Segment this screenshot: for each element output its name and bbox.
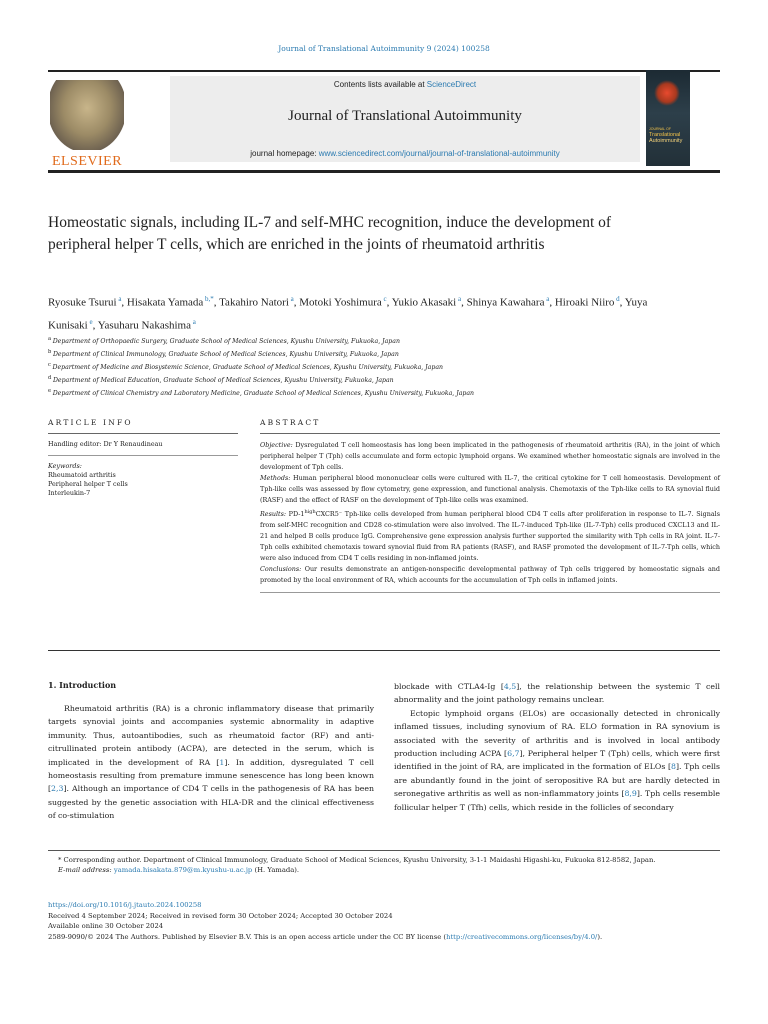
homepage-label: journal homepage: xyxy=(250,149,319,158)
handling-editor: Handling editor: Dr Y Renaudineau xyxy=(48,440,238,456)
affiliation-item xyxy=(48,360,688,373)
author-affiliation-marker[interactable]: d xyxy=(614,295,620,303)
paragraph-text: Ectopic lymphoid organs (ELOs) are occasionally detected in chronically inflamed tissues, including synovium of RA. ELO formation in RA synovium is associated with the severity of arthritis and is involved in local antibody production including ACPA [ xyxy=(394,708,720,759)
author-name[interactable]: Motoki Yoshimura xyxy=(299,296,382,309)
license-end: ). xyxy=(597,932,603,941)
cover-text xyxy=(649,126,682,144)
paragraph-text: ]. Tph cells are abundantly found in the joint of seropositive RA but are hardly detected in seronegative arthritis as well as non-inflammatory joints [ xyxy=(394,762,720,799)
article-info-heading: ARTICLE INFO xyxy=(48,418,238,434)
email-link[interactable]: yamada.hisakata.879@m.kyushu-u.ac.jp xyxy=(113,866,253,874)
elsevier-tree-icon xyxy=(50,80,124,150)
results-sup: high xyxy=(304,508,316,515)
journal-title-panel xyxy=(170,76,640,162)
affiliation-item xyxy=(48,347,688,360)
keyword-item: Peripheral helper T cells xyxy=(48,480,128,488)
paragraph-text: ]. Although an importance of CD4 T cells in the pathogenesis of RA has been suggested by the genetic association with HLA-DR and the clinical effectiveness of co-stimulation xyxy=(48,784,374,821)
author-name[interactable]: Shinya Kawahara xyxy=(466,296,545,309)
corresponding-author-note: * Corresponding author. Department of Clinical Immunology, Graduate School of Medical Sciences, Kyushu University, 3-1-1 Maidashi Higashi-ku, Fukuoka 812-8582, Japan. xyxy=(58,856,656,864)
author-affiliation-marker[interactable]: a xyxy=(116,295,122,303)
abstract-methods xyxy=(260,473,720,506)
citation-link[interactable]: 6,7 xyxy=(507,749,520,759)
affiliation-key: a xyxy=(48,336,53,342)
license-line xyxy=(48,932,720,943)
sciencedirect-link[interactable]: ScienceDirect xyxy=(426,80,477,89)
paragraph-text: ], the relationship between the systemic T cell abnormality and the joint pathology remains unclear. xyxy=(394,682,720,705)
objective-label: Objective: xyxy=(260,441,293,449)
affiliation-item xyxy=(48,373,688,386)
methods-text: Human peripheral blood mononuclear cells were cultured with IL-7, the critical cytokine for T cell homeostasis. Development of Tph-like cells was assessed by flow cytometry, gene expression, and functional analysis. Chemotaxis of the Tph-like cells to RA synovial fluid (RASF) and the effect of RASF on the development of Tph-like cells was examined. xyxy=(260,474,720,505)
conclusions-text: Our results demonstrate an antigen-nonspecific developmental pathway of Tph cells triggered by homeostatic signals and promoted by the local environment of RA, which accounts for the accumulation of Tph cells in inflamed joints. xyxy=(260,565,720,585)
affiliation-key: b xyxy=(48,349,53,356)
body-column-right xyxy=(394,680,720,814)
paragraph-text: blockade with CTLA4-Ig [ xyxy=(394,682,504,691)
cover-line-3: Autoimmunity xyxy=(649,138,683,144)
author-name[interactable]: Hiroaki Niiro xyxy=(554,296,615,309)
masthead xyxy=(48,70,720,170)
author-name[interactable]: Yuya Kunisaki xyxy=(48,296,648,332)
publisher-name: ELSEVIER xyxy=(51,154,123,169)
results-text: CXCR5⁻ Tph-like cells developed from human peripheral blood CD4 T cells after proliferation in response to IL-7. Signals from self-MHC recognition and CD28 co-stimulation were also involved. The IL-7-induced Tph-like (IL-7-Tph) cells produced CXCL13 and IL-21 and helped B cells produce IgG. Comprehensive gene expression analysis further supported the similarity with Tph cells in RA joint. IL-7-Tph cells exhibited chemotaxis toward synovial fluid from RA patients (RASF), and RASF promoted the development of IL-7-Tph cells, which were also induced from CD4 T cells residing in non-inflamed joints. xyxy=(260,509,720,563)
paragraph-text: ]. In addition, dysregulated T cell homeostasis resulting from premature immune senescence has long been known [ xyxy=(48,757,374,794)
author-affiliation-marker[interactable]: e xyxy=(87,317,93,326)
conclusions-label: Conclusions: xyxy=(260,565,302,574)
email-suffix: (H. Yamada). xyxy=(252,866,300,874)
journal-cover-thumbnail[interactable] xyxy=(646,70,690,166)
contents-line xyxy=(170,80,640,89)
doi-link[interactable]: https://doi.org/10.1016/j.jtauto.2024.100258 xyxy=(48,901,202,909)
contents-prefix: Contents lists available at xyxy=(333,80,427,89)
cover-line-2: Translational xyxy=(649,132,681,138)
abstract-body xyxy=(260,440,720,593)
article-title: Homeostatic signals, including IL-7 and self-MHC recognition, induce the development of peripheral helper T cells, which are enriched in the joints of rheumatoid arthritis xyxy=(48,214,612,253)
keywords xyxy=(48,462,238,498)
publisher-logo[interactable] xyxy=(48,76,126,168)
citation-link[interactable]: 8 xyxy=(671,762,676,772)
author-name[interactable]: Takahiro Natori xyxy=(219,296,289,309)
results-label: Results: xyxy=(260,509,287,518)
author-name[interactable]: Hisakata Yamada xyxy=(126,296,204,309)
citation-link[interactable]: 8,9 xyxy=(624,789,637,799)
running-head[interactable]: Journal of Translational Autoimmunity 9 (2024) 100258 xyxy=(278,44,490,53)
paragraph-text: ]. Tph cells resemble follicular helper T (Tfh) cells, which reside in the follicles of secondary xyxy=(394,789,720,812)
affiliation-key: e xyxy=(48,388,53,395)
homepage-line xyxy=(170,149,640,158)
email-label: E-mail address: xyxy=(58,866,112,874)
affiliation-key: c xyxy=(48,362,53,369)
author-affiliation-marker[interactable]: a xyxy=(288,295,294,303)
citation-link[interactable]: 1 xyxy=(219,757,225,767)
results-text-pre: PD-1 xyxy=(286,509,305,518)
author-name[interactable]: Ryosuke Tsurui xyxy=(48,296,117,309)
body-column-left xyxy=(48,680,374,823)
section-divider xyxy=(48,650,720,651)
license-text: 2589-9090/© 2024 The Authors. Published by Elsevier B.V. This is an open access article under the CC BY license ( xyxy=(48,932,447,941)
masthead-top-rule xyxy=(48,70,720,72)
section-heading-introduction: 1. Introduction xyxy=(48,680,117,690)
paragraph-text: Rheumatoid arthritis (RA) is a chronic inflammatory disease that primarily targets synovial joints and accompanies systemic abnormality in adaptive immunity. Thus, autoantibodies, such as rheumatoid factor (RF) and anti-citrullinated protein antibody (ACPA), are detected in the serum, which is implicated in the development of RA [ xyxy=(48,704,374,767)
homepage-link[interactable]: www.sciencedirect.com/journal/journal-of-translational-autoimmunity xyxy=(318,149,560,158)
affiliation-text: Department of Medical Education, Graduate School of Medical Sciences, Kyushu University, Fukuoka, Japan xyxy=(52,377,394,385)
article-info xyxy=(48,418,238,498)
affiliation-item xyxy=(48,334,688,347)
abstract-results xyxy=(260,507,720,565)
footnote-rule xyxy=(48,850,720,851)
intro-paragraph-2 xyxy=(394,707,720,814)
author-affiliation-marker[interactable]: a xyxy=(544,295,550,303)
abstract-objective xyxy=(260,440,720,473)
publication-info xyxy=(48,900,720,942)
abstract-heading: ABSTRACT xyxy=(260,418,720,434)
author-affiliation-marker[interactable]: a xyxy=(190,317,196,326)
license-link[interactable]: http://creativecommons.org/licenses/by/4.0/ xyxy=(446,932,598,941)
author-name[interactable]: Yasuharu Nakashima xyxy=(97,319,191,332)
abstract xyxy=(260,418,720,593)
author-affiliation-marker[interactable]: b,* xyxy=(203,295,214,303)
citation-link[interactable]: 2,3 xyxy=(51,784,64,794)
affiliation-text: Department of Orthopaedic Surgery, Graduate School of Medical Sciences, Kyushu University, Fukuoka, Japan xyxy=(52,338,400,346)
affiliation-text: Department of Medicine and Biosystemic Science, Graduate School of Medical Sciences, Kyushu University, Fukuoka, Japan xyxy=(52,364,443,372)
author-name[interactable]: Yukio Akasaki xyxy=(391,296,457,309)
intro-paragraph-1-continued xyxy=(394,680,720,707)
author-affiliation-marker[interactable]: c xyxy=(381,295,387,303)
author-list: Ryosuke Tsurui $^a$, Hisakata Yamada $^{b,*}$, Takahiro Natori $^a$, Motoki Yoshimura $^c$, Yukio Akasaki $^a$, Shinya Kawahara $^a$, Hiroaki Niiro $^d$, Yuya Kunisaki $^e$, Yasuharu Nakashima $^a$ xyxy=(48,295,648,332)
keyword-item: Interleukin-7 xyxy=(48,489,91,497)
cover-graphic-icon xyxy=(654,80,680,106)
author-affiliation-marker[interactable]: a xyxy=(456,295,462,303)
affiliation-item xyxy=(48,386,688,399)
affiliation-text: Department of Clinical Immunology, Graduate School of Medical Sciences, Kyushu University, Fukuoka, Japan xyxy=(52,351,399,359)
journal-name: Journal of Translational Autoimmunity xyxy=(288,108,522,124)
citation-link[interactable]: 4,5 xyxy=(503,682,517,691)
available-online: Available online 30 October 2024 xyxy=(48,922,164,930)
methods-label: Methods: xyxy=(260,474,291,483)
masthead-bottom-rule xyxy=(48,170,720,173)
affiliations xyxy=(48,334,688,399)
paragraph-text: ], Peripheral helper T (Tph) cells, which were first identified in the joint of RA, are implicated in the formation of ELOs [ xyxy=(394,749,721,772)
objective-text: Dysregulated T cell homeostasis has long been implicated in the pathogenesis of rheumatoid arthritis (RA), in the joint of which peripheral helper T (Tph) cells accumulate and form ectopic lymphoid organs. We examined whether homeostatic signals are involved in the development of Tph cells. xyxy=(260,441,720,472)
affiliation-key: d xyxy=(48,375,53,382)
email-note xyxy=(48,865,720,875)
abstract-conclusions xyxy=(260,564,720,586)
keyword-item: Rheumatoid arthritis xyxy=(48,471,116,479)
keywords-label: Keywords: xyxy=(48,462,82,470)
cover-line-1: JOURNAL OF xyxy=(649,127,672,131)
footnotes xyxy=(48,850,720,875)
history-dates: Received 4 September 2024; Received in revised form 30 October 2024; Accepted 30 October 2024 xyxy=(48,911,393,920)
intro-paragraph-1 xyxy=(48,702,374,823)
affiliation-text: Department of Clinical Chemistry and Laboratory Medicine, Graduate School of Medical Sciences, Kyushu University, Fukuoka, Japan xyxy=(52,390,475,398)
